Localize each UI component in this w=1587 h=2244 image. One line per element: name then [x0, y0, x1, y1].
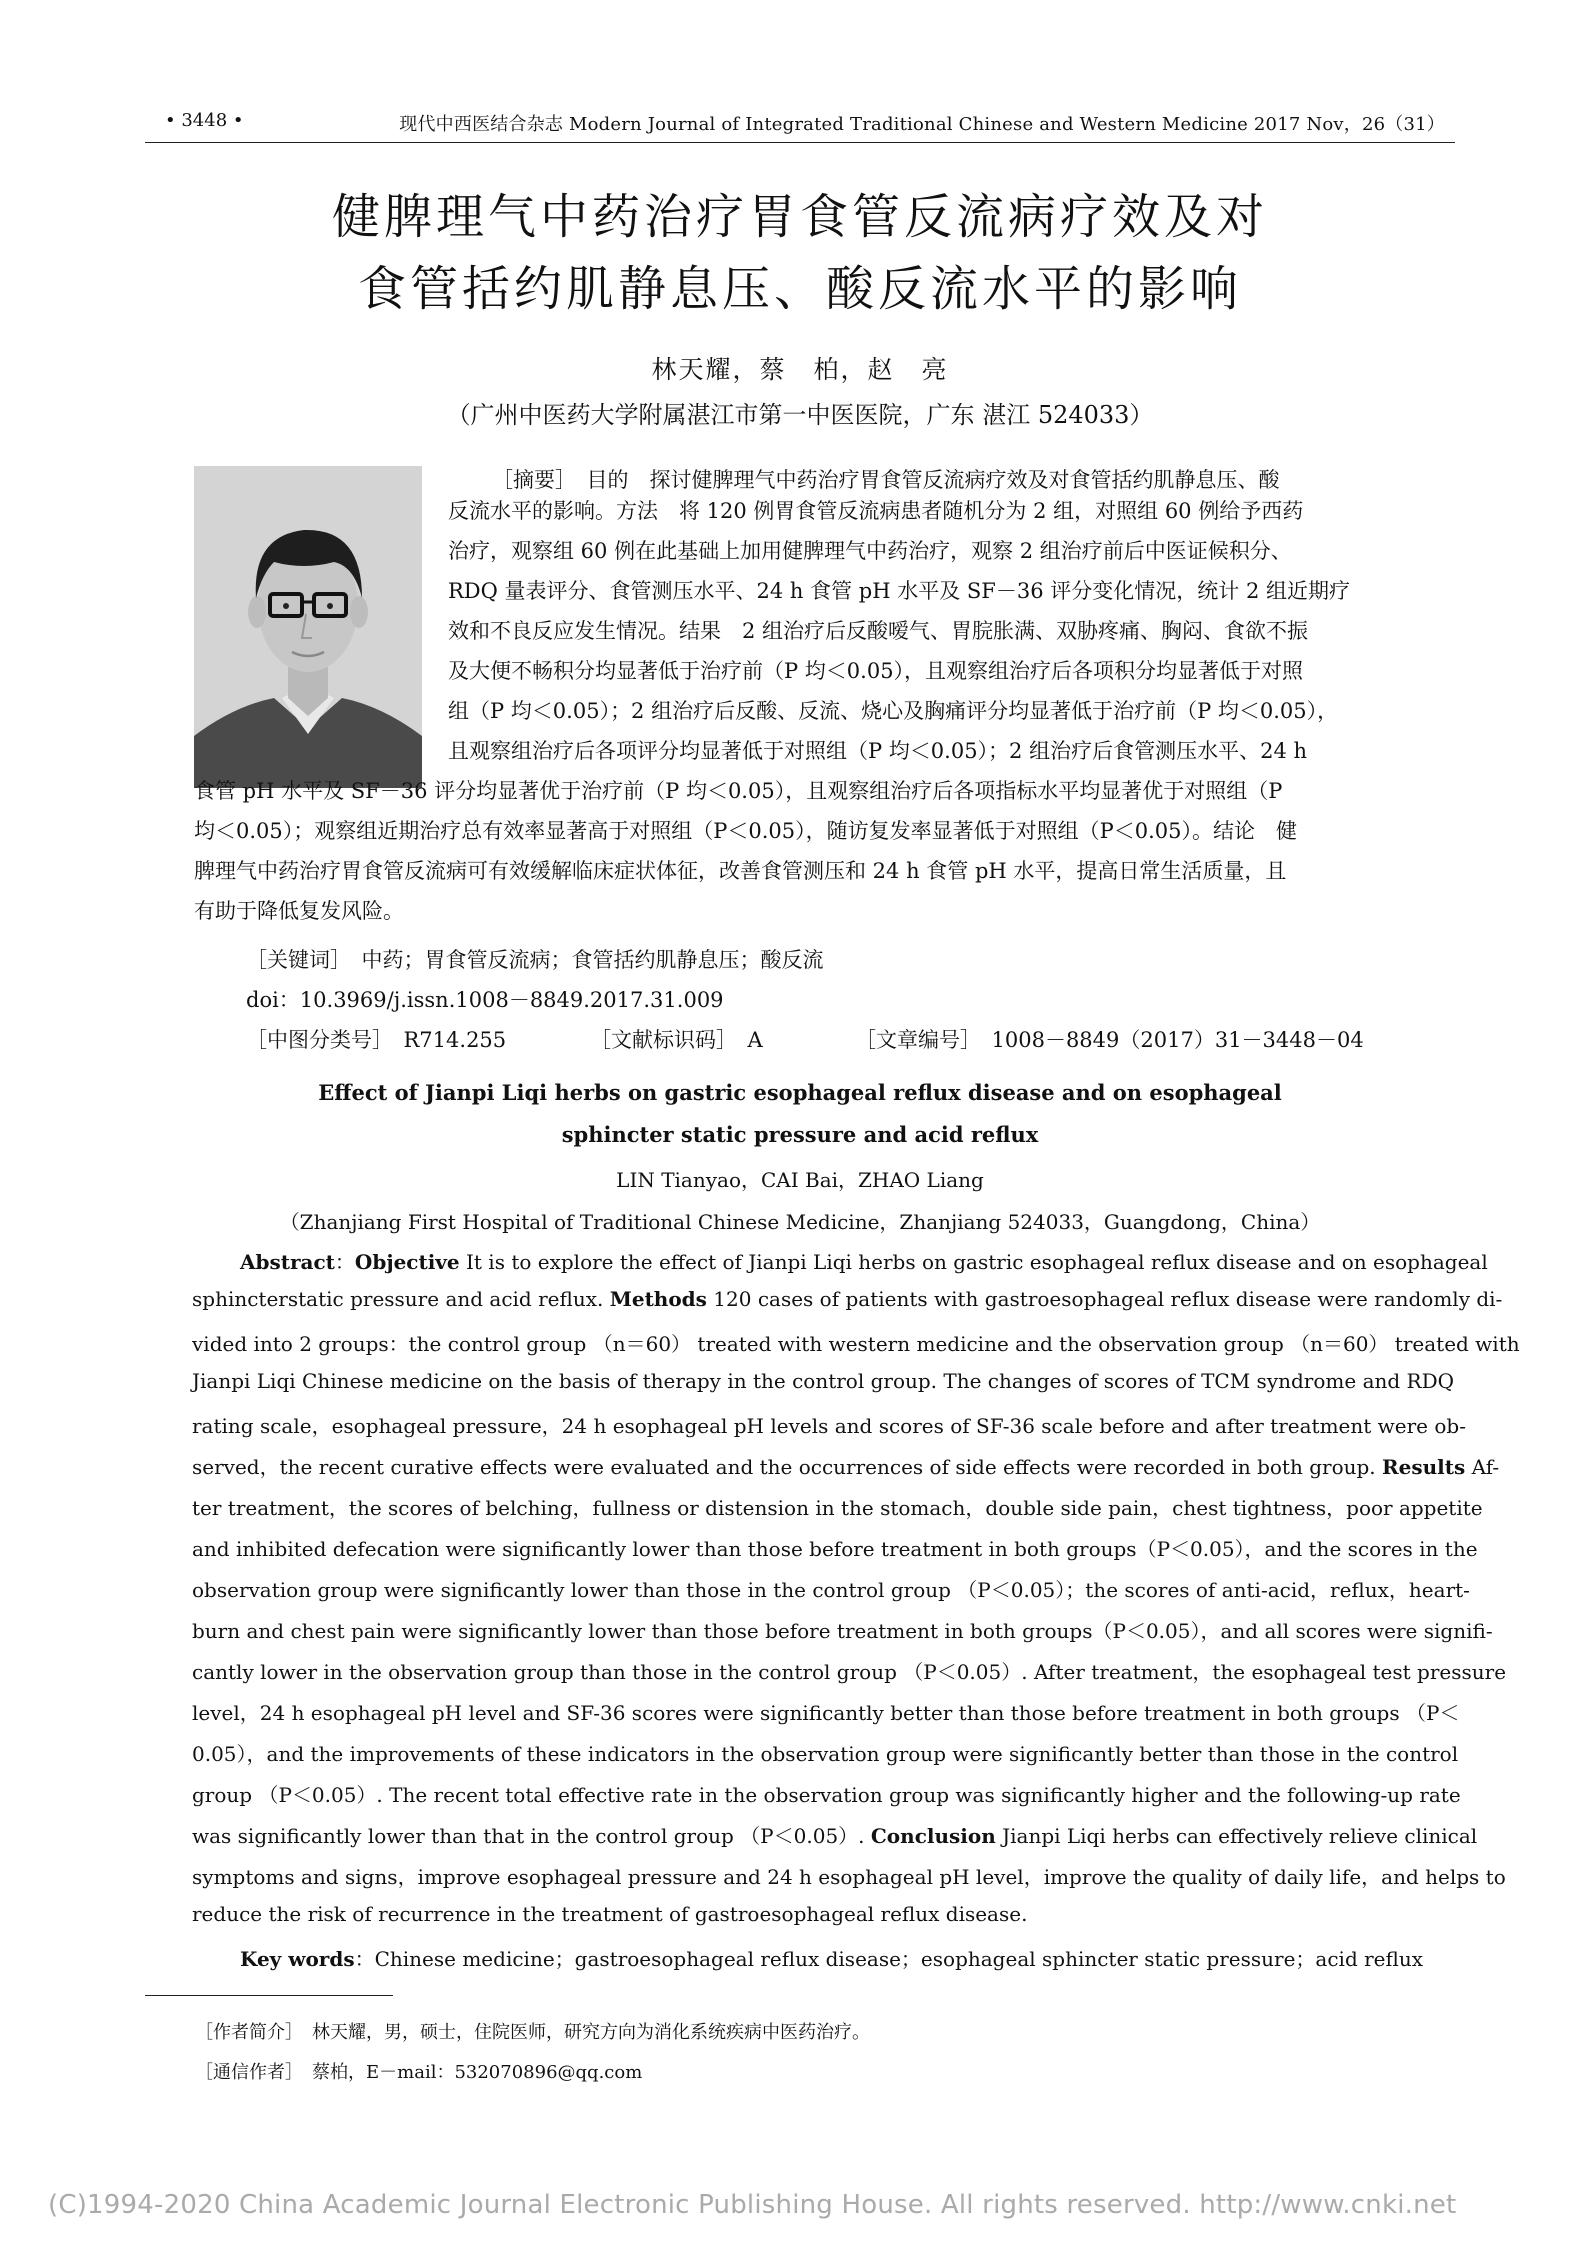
abstract-en-line	[192, 1451, 1499, 1480]
abstract-cn-line: 效和不良反应发生情况。结果 2 组治疗后反酸嗳气、胃脘胀满、双胁疼痛、胸闷、食欲不振	[448, 619, 1309, 643]
author-intro-footnote: ［作者简介］ 林天耀，男，硕士，住院医师，研究方向为消化系统疾病中医药治疗。	[195, 2022, 870, 2043]
title-cn-line-2: 食管括约肌静息压、酸反流水平的影响	[357, 261, 1242, 317]
abstract-en-line: reduce the risk of recurrence in the treatment of gastroesophageal reflux disease.	[192, 1902, 1028, 1926]
abstract-text: Af-	[1465, 1455, 1500, 1479]
footnote-rule	[145, 1995, 393, 1996]
abstract-cn-line: RDQ 量表评分、食管测压水平、24 h 食管 pH 水平及 SF－36 评分变化情况，统计 2 组近期疗	[448, 579, 1350, 603]
document-code: ［文献标识码］ A	[590, 1028, 763, 1052]
abstract-en-line	[192, 1287, 1502, 1311]
abstract-label: Abstract	[240, 1250, 335, 1274]
doi: doi：10.3969/j.issn.1008－8849.2017.31.009	[246, 988, 724, 1012]
corresponding-author-footnote: ［通信作者］ 蔡柏，E－mail：532070896@qq.com	[195, 2062, 643, 2083]
abstract-text: Jianpi Liqi herbs can effectively relieve clinical	[995, 1824, 1478, 1848]
abstract-cn-line: 组（P 均＜0.05）；2 组治疗后反酸、反流、烧心及胸痛评分均显著低于治疗前（P 均＜0.05），	[448, 699, 1339, 723]
copyright-notice: (C)1994-2020 China Academic Journal Electronic Publishing House. All rights reserved. http://www.cnki.net	[48, 2190, 1457, 2220]
abstract-en-line: level，24 h esophageal pH level and SF-36 scores were significantly better than those before treatment in both groups （P＜	[192, 1701, 1460, 1725]
abstract-cn-line: 反流水平的影响。方法 将 120 例胃食管反流病患者随机分为 2 组，对照组 60 例给予西药	[448, 499, 1304, 523]
abstract-cn-line: 食管 pH 水平及 SF－36 评分均显著优于治疗前（P 均＜0.05），且观察组治疗后各项指标水平均显著优于对照组（P	[194, 779, 1283, 803]
affiliation-en: （Zhanjiang First Hospital of Traditional Chinese Medicine，Zhanjiang 524033，Guangdong，China）	[279, 1210, 1321, 1234]
abstract-en-line: ter treatment，the scores of belching，fullness or distension in the stomach，double side pain，chest tightness，poor appetite	[192, 1496, 1483, 1520]
abstract-en-line: burn and chest pain were significantly lower than those before treatment in both groups（P＜0.05），and all scores were signifi-	[192, 1619, 1493, 1643]
abstract-en-line: symptoms and signs，improve esophageal pressure and 24 h esophageal pH level，improve the quality of daily life，and helps to	[192, 1865, 1506, 1889]
affiliation-cn: （广州中医药大学附属湛江市第一中医医院，广东 湛江 524033）	[446, 401, 1154, 429]
abstract-cn-line: 均＜0.05）；观察组近期治疗总有效率显著高于对照组（P＜0.05），随访复发率显著低于对照组（P＜0.05）。结论 健	[194, 819, 1298, 843]
abstract-en-line: cantly lower in the observation group than those in the control group （P＜0.05）. After treatment，the esophageal test pressure	[192, 1660, 1507, 1684]
abstract-text: It is to explore the effect of Jianpi Liqi herbs on gastric esophageal reflux disease and on esophageal	[459, 1250, 1488, 1274]
author-portrait-graphic	[194, 466, 422, 788]
conclusion-label: Conclusion	[870, 1824, 996, 1848]
keywords-cn: ［关键词］ 中药；胃食管反流病；食管括约肌静息压；酸反流	[246, 948, 824, 972]
abstract-cn-line: 脾理气中药治疗胃食管反流病可有效缓解临床症状体征，改善食管测压和 24 h 食管 pH 水平，提高日常生活质量，且	[194, 859, 1287, 883]
abstract-text: 120 cases of patients with gastroesophageal reflux disease were randomly di-	[706, 1287, 1503, 1311]
abstract-cn-line: 有助于降低复发风险。	[194, 899, 404, 923]
methods-label: Methods	[609, 1287, 707, 1311]
abstract-en-line	[240, 1246, 1488, 1275]
journal-citation: 现代中西医结合杂志 Modern Journal of Integrated Traditional Chinese and Western Medicine 2017 Nov，26（31）	[399, 114, 1445, 135]
keywords-en	[240, 1943, 1423, 1972]
article-number: ［文章编号］ 1008－8849（2017）31－3448－04	[855, 1028, 1364, 1052]
running-header	[145, 108, 1455, 143]
abstract-text: served，the recent curative effects were evaluated and the occurrences of side effects were recorded in both group.	[192, 1455, 1383, 1479]
results-label: Results	[1382, 1455, 1466, 1479]
abstract-en-line: 0.05），and the improvements of these indicators in the observation group were significantly better than those in the control	[192, 1742, 1459, 1766]
page-number: • 3448 •	[165, 110, 244, 131]
abstract-en-line: group （P＜0.05）. The recent total effective rate in the observation group was significantly higher and the following-up rate	[192, 1783, 1461, 1807]
title-en-line-1: Effect of Jianpi Liqi herbs on gastric esophageal reflux disease and on esophageal	[318, 1080, 1282, 1105]
abstract-sep: ：	[334, 1250, 355, 1274]
abstract-en-line	[192, 1820, 1477, 1849]
keywords-en-label: Key words	[240, 1947, 355, 1971]
clc-number: ［中图分类号］ R714.255	[246, 1028, 507, 1052]
abstract-en-line: observation group were significantly lower than those in the control group （P＜0.05）；the scores of anti-acid，reflux，heart-	[192, 1578, 1470, 1602]
title-en-line-2: sphincter static pressure and acid reflux	[561, 1122, 1039, 1147]
abstract-text: sphincterstatic pressure and acid reflux.	[192, 1287, 610, 1311]
abstract-en-line: Jianpi Liqi Chinese medicine on the basis of therapy in the control group. The changes of scores of TCM syndrome and RDQ	[192, 1369, 1455, 1393]
abstract-en-line: vided into 2 groups：the control group （n＝60） treated with western medicine and the observation group （n＝60） treated with	[192, 1332, 1520, 1356]
authors-cn: 林天耀，蔡 柏，赵 亮	[651, 355, 949, 384]
objective-label: Objective	[354, 1250, 460, 1274]
abstract-cn-line: 治疗，观察组 60 例在此基础上加用健脾理气中药治疗，观察 2 组治疗前后中医证候积分、	[448, 539, 1292, 563]
author-photo	[194, 466, 422, 788]
authors-en: LIN Tianyao，CAI Bai，ZHAO Liang	[616, 1168, 984, 1192]
abstract-cn-line: ［摘要］ 目的 探讨健脾理气中药治疗胃食管反流病疗效及对食管括约肌静息压、酸	[492, 468, 1280, 492]
abstract-en-line: rating scale，esophageal pressure，24 h esophageal pH levels and scores of SF-36 scale before and after treatment were ob-	[192, 1414, 1466, 1438]
abstract-cn-line: 及大便不畅积分均显著低于治疗前（P 均＜0.05），且观察组治疗后各项积分均显著低于对照	[448, 659, 1304, 683]
abstract-en-line: and inhibited defecation were significantly lower than those before treatment in both groups（P＜0.05），and the scores in the	[192, 1537, 1478, 1561]
title-cn-line-1: 健脾理气中药治疗胃食管反流病疗效及对	[331, 189, 1268, 245]
abstract-text: was significantly lower than that in the control group （P＜0.05）.	[192, 1824, 871, 1848]
keywords-en-text: ：Chinese medicine；gastroesophageal reflux disease；esophageal sphincter static pressure；acid reflux	[354, 1947, 1424, 1971]
abstract-cn-line: 且观察组治疗后各项评分均显著低于对照组（P 均＜0.05）；2 组治疗后食管测压水平、24 h	[448, 739, 1308, 763]
